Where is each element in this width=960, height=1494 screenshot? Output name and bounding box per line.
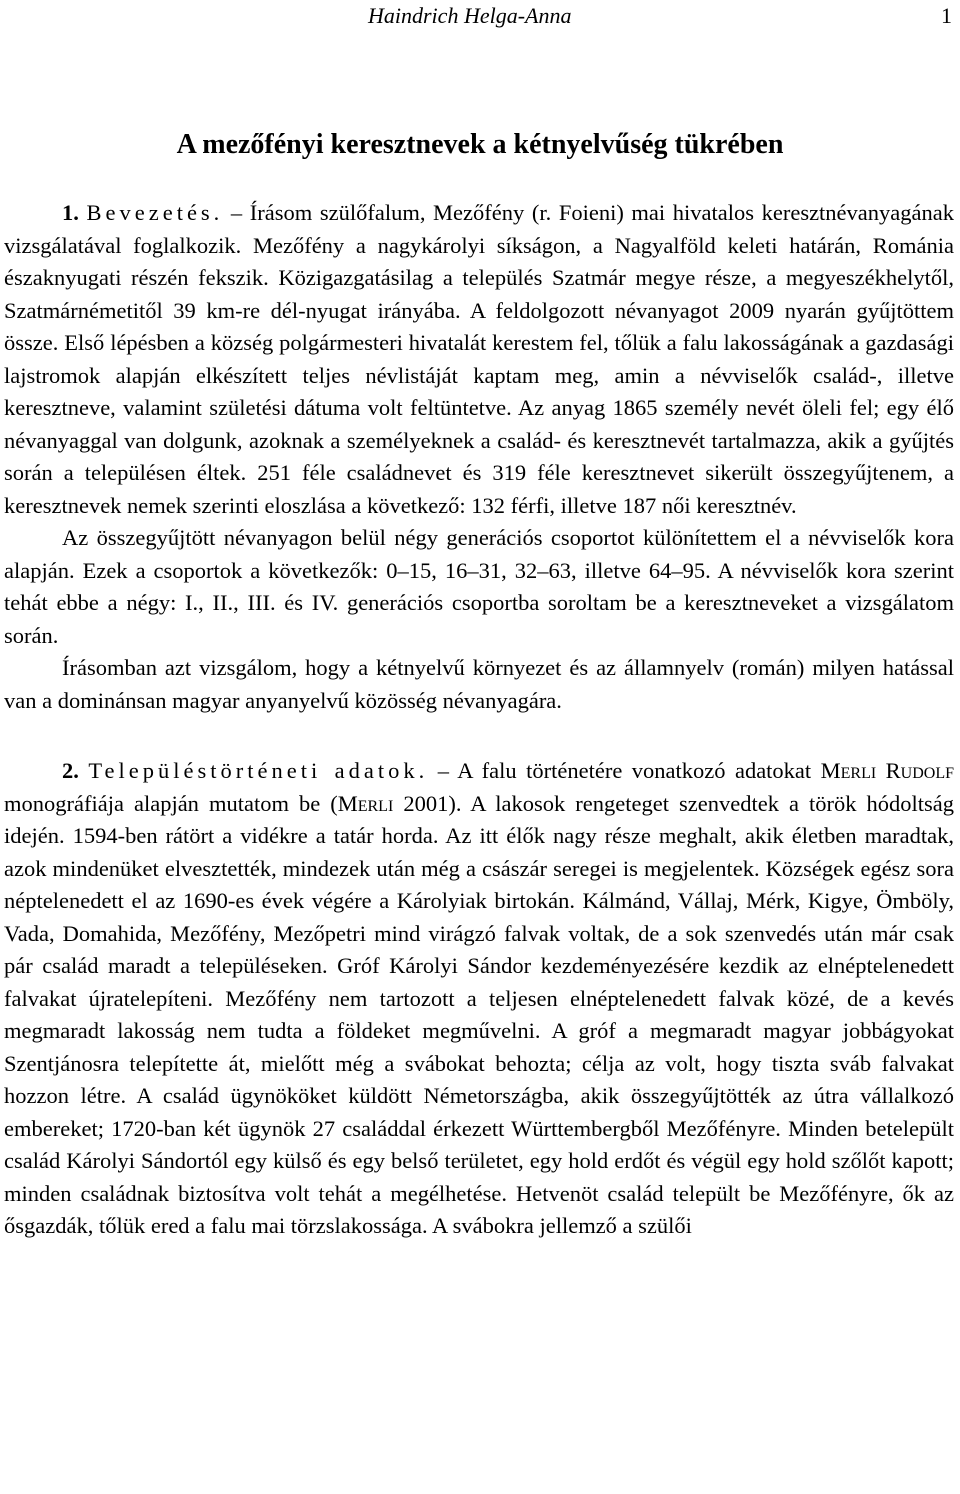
section-2-text-c: 2001). A lakosok rengeteget szenvedtek a török hódoltság idején. 1594-ben rátört a vidékre a tatár horda. Az itt élők nagy része meghalt, akik életben maradtak, azok mindenüket elvesztették, mindezek után még a császár seregei is megjelentek. Községek egész sora néptelenedett el az 1690-es évek végére a Károlyiak birtokán. Kálmánd, Vállaj, Mérk, Kigye, Ömböly, Vada, Domahida, Mezőfény, Mezőpetri mind virágzó falvak voltak, de a sok szenvedés után már csak pár család maradt a településeken. Gróf Károlyi Sándor kezdeményezésére kezdik az elnéptelenedett falvakat újratelepíteni. Mezőfény nem tartozott a teljesen elnéptelenedett falvak közé, de a kevés megmaradt lakosság nem tudta a földeket megművelni. A gróf a megmaradt magyar jobbágyokat Szentjánosra telepítette át, mielőtt még a svábokat behozta; célja az volt, hogy tiszta sváb falvakat hozzon létre. A család ügynököket küldött Németországba, akik összegyűjtötték az útra vállalkozó embereket; 1720-ban két ügynök 27 családdal érkezett Württembergből Mezőfényre. Minden betelepült család Károlyi Sándortól egy külső és egy belső területet, egy hold erdőt és végül egy hold szőlőt kapott; minden családnak biztosítva volt tehát a megélhetése. Hetvenöt család települt be Mezőfényre, ők az ősgazdák, tőlük ered a falu mai törzslakossága. A svábokra jellemző a szülői	[4, 790, 954, 1238]
citation-name: Merli	[337, 790, 394, 816]
running-head: Haindrich Helga-Anna	[368, 3, 572, 28]
page-number: 1	[941, 3, 952, 28]
page-header	[0, 0, 960, 40]
section-2-text-b: monográfiája alapján mutatom be (	[4, 790, 338, 816]
section-1-paragraph-3: Írásomban azt vizsgálom, hogy a kétnyelvű környezet és az államnyelv (román) milyen hatással van a dominánsan magyar anyanyelvű közösség névanyagára.	[4, 655, 954, 713]
article-body	[4, 197, 954, 1243]
section-2-paragraph-1	[4, 755, 954, 1243]
section-1-paragraph-2: Az összegyűjtött névanyagon belül négy generációs csoportot különítettem el a névviselők kora alapján. Ezek a csoportok a következők: 0–15, 16–31, 32–63, illetve 64–95. A névviselők kora szerint tehát ebbe a négy: I., II., III. és IV. generációs csoportba soroltam be a keresztneveket a vizsgálatom során.	[4, 525, 954, 648]
article-title: A mezőfényi keresztnevek a kétnyelvűség tükrében	[176, 129, 784, 160]
section-1-number: 1.	[62, 200, 79, 225]
section-2-heading: Településtörténeti adatok.	[88, 758, 429, 783]
section-2-number: 2.	[62, 758, 79, 783]
section-1-paragraph-1	[4, 197, 954, 522]
section-2-text-a: – A falu történetére vonatkozó adatokat	[428, 758, 821, 783]
author-name: Merli Rudolf	[820, 758, 954, 783]
section-1-heading: Bevezetés.	[86, 200, 224, 225]
section-1-text: – Írásom szülőfalum, Mezőfény (r. Foieni) mai hivatalos keresztnévanyagának vizsgálatával foglalkozik. Mezőfény a nagykárolyi síkságon, a Nagyalföld keleti határán, Románia északnyugati részén fekszik. Közigazgatásilag a település Szatmár megye része, a megyeszékhelytől, Szatmárnémetitől 39 km-re dél-nyugat irányába. A feldolgozott névanyagot 2009 nyarán gyűjtöttem össze. Első lépésben a község polgármesteri hivatalát kerestem fel, tőlük a falu lakosságának a gazdasági lajstromok alapján elkészített teljes névlistáját kaptam meg, amin a névviselők család-, illetve keresztneve, valamint születési dátuma volt feltüntetve. Az anyag 1865 személy nevét öleli fel; egy élő névanyaggal van dolgunk, azoknak a személyeknek a család- és keresztnevét tartalmazza, akik a gyűjtés során a településen éltek. 251 féle családnevet és 319 féle keresztnevet sikerült összegyűjtenem, a keresztnevek nemek szerinti eloszlása a következő: 132 férfi, illetve 187 női keresztnév.	[4, 200, 954, 518]
